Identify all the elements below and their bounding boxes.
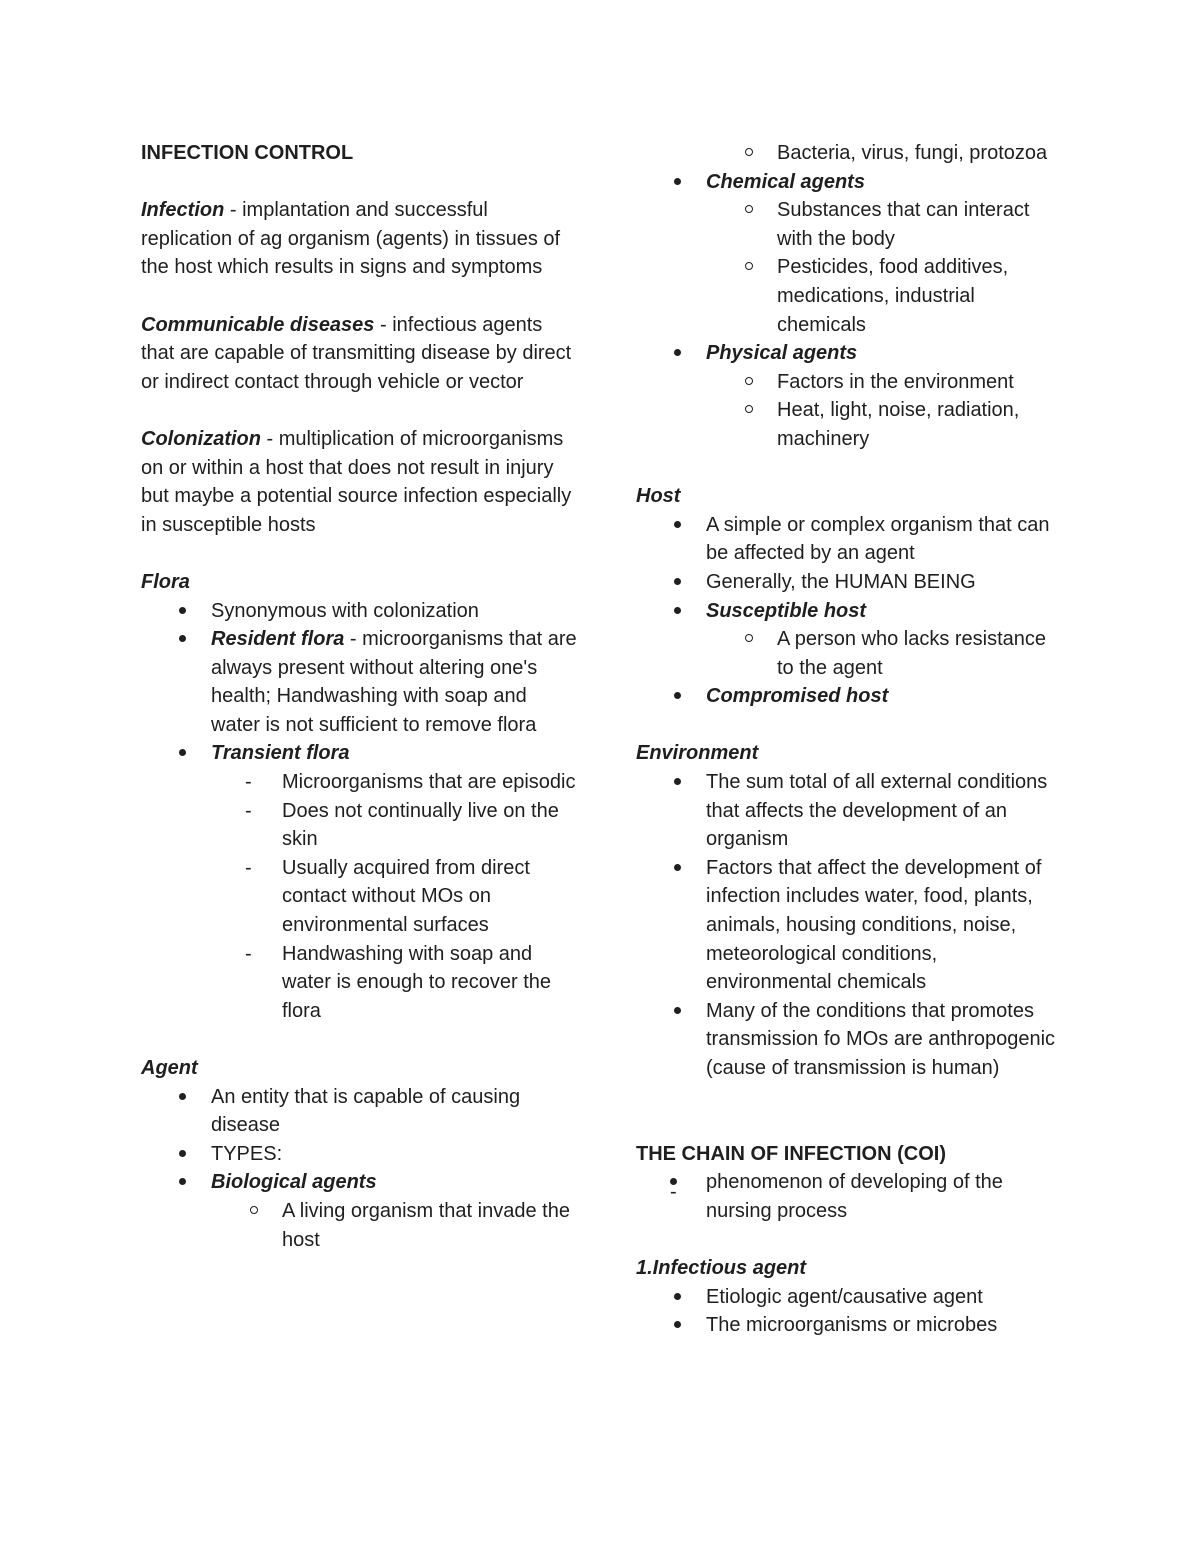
list-item: - Does not continually live on the skin <box>141 797 581 854</box>
coi-list <box>636 1168 1066 1225</box>
list-item: A living organism that invade the host <box>141 1197 581 1254</box>
list-item: Pesticides, food additives, medications, industrial chemicals <box>636 253 1066 339</box>
resident-flora-term: Resident flora <box>211 628 345 651</box>
host-heading: Host <box>636 485 681 508</box>
list-item: Generally, the HUMAN BEING <box>636 568 1066 597</box>
list-item: Factors that affect the development of infection includes water, food, plants, animals, housing conditions, noise, meteorological conditions, environmental chemicals <box>636 854 1066 997</box>
list-item: Bacteria, virus, fungi, protozoa <box>636 139 1066 168</box>
list-item: Factors in the environment <box>636 368 1066 397</box>
communicable-term: Communicable diseases <box>141 313 375 336</box>
list-item: The sum total of all external conditions that affects the development of an organism <box>636 768 1066 854</box>
flora-list <box>141 597 581 1026</box>
environment-heading: Environment <box>636 742 759 765</box>
infection-definition <box>141 196 581 282</box>
list-item: - phenomenon of developing of the nursing process <box>636 1168 1066 1225</box>
host-list <box>636 511 1066 711</box>
compromised-host-term: Compromised host <box>636 682 1066 711</box>
environment-list <box>636 768 1066 1083</box>
chemical-agents-term: Chemical agents <box>636 168 1066 197</box>
list-item: An entity that is capable of causing disease <box>141 1083 581 1140</box>
flora-heading: Flora <box>141 570 190 593</box>
communicable-text: - infectious agents that are capable of transmitting disease by direct or indirect contact through vehicle or vector <box>141 313 572 393</box>
list-item: Etiologic agent/causative agent <box>636 1283 1066 1312</box>
agent-list <box>141 1083 581 1255</box>
list-item: Many of the conditions that promotes transmission fo MOs are anthropogenic (cause of transmission is human) <box>636 997 1066 1083</box>
infectious-agent-list <box>636 1283 1066 1340</box>
list-item <box>141 625 581 739</box>
colonization-definition <box>141 425 581 539</box>
biological-agents-term: Biological agents <box>141 1168 581 1197</box>
list-item: A person who lacks resistance to the agent <box>636 625 1066 682</box>
colonization-term: Colonization <box>141 427 261 450</box>
list-item: Synonymous with colonization <box>141 597 581 626</box>
communicable-definition <box>141 311 581 397</box>
transient-flora-term: Transient flora <box>141 739 581 768</box>
infection-term: Infection <box>141 199 225 222</box>
list-item: - Usually acquired from direct contact without MOs on environmental surfaces <box>141 854 581 940</box>
list-item: The microorganisms or microbes <box>636 1311 1066 1340</box>
physical-agents-term: Physical agents <box>636 339 1066 368</box>
list-item: Substances that can interact with the body <box>636 196 1066 253</box>
list-item: - Handwashing with soap and water is enough to recover the flora <box>141 940 581 1026</box>
infectious-agent-heading: 1.Infectious agent <box>636 1257 807 1280</box>
page-title: INFECTION CONTROL <box>141 142 354 164</box>
left-column <box>141 139 581 1254</box>
colonization-text: - multiplication of microorganisms on or within a host that does not result in injury but maybe a potential source infection especially in susceptible hosts <box>141 427 572 536</box>
infection-text: - implantation and successful replication of ag organism (agents) in tissues of the host which results in signs and symptoms <box>141 199 561 279</box>
susceptible-host-term: Susceptible host <box>636 597 1066 626</box>
right-column <box>636 139 1066 1340</box>
resident-flora-text: - microorganisms that are always present without altering one's health; Handwashing with soap and water is not sufficient to remove flora <box>211 628 577 736</box>
list-item: TYPES: <box>141 1140 581 1169</box>
agent-heading: Agent <box>141 1057 198 1079</box>
list-item: A simple or complex organism that can be affected by an agent <box>636 511 1066 568</box>
list-item: Heat, light, noise, radiation, machinery <box>636 396 1066 453</box>
list-item: - Microorganisms that are episodic <box>141 768 581 797</box>
coi-heading: THE CHAIN OF INFECTION (COI) <box>636 1142 946 1165</box>
agent-list-continued <box>636 139 1066 454</box>
